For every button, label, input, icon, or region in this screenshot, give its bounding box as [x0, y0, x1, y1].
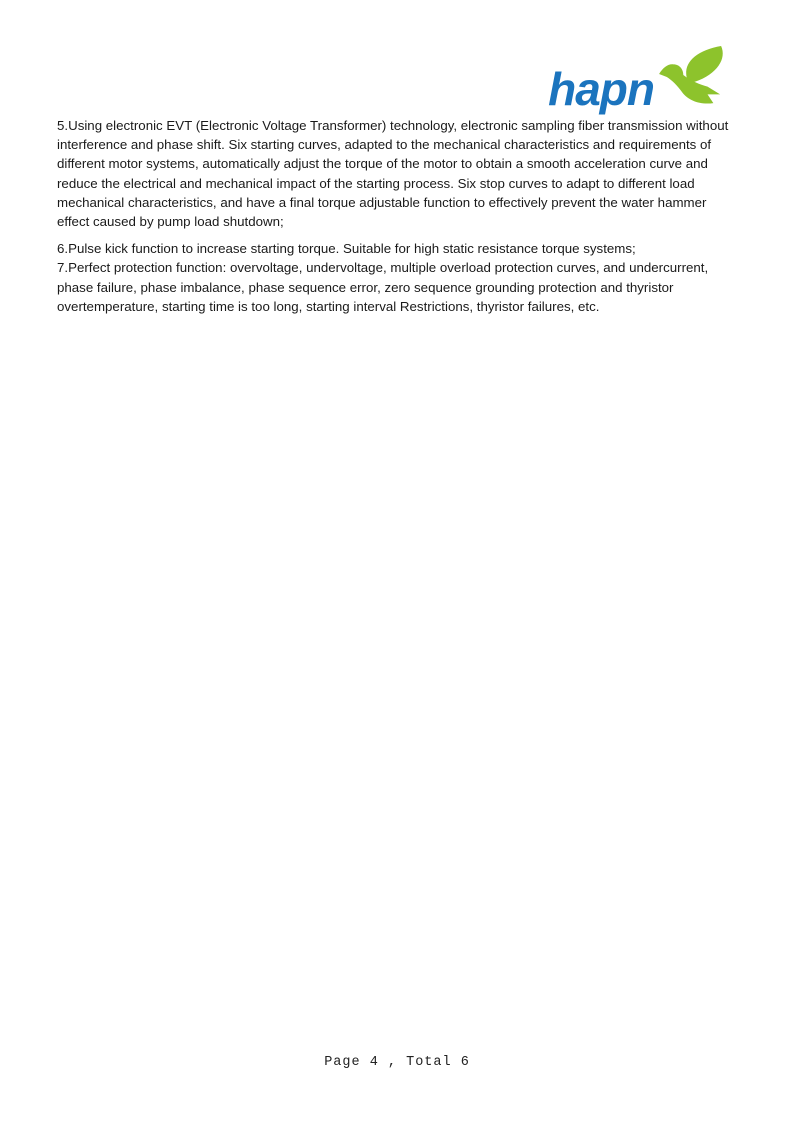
page-footer — [0, 1052, 794, 1070]
page-number: Page 4 , Total 6 — [324, 1055, 470, 1070]
paragraph-7: 7.Perfect protection function: overvoltage, undervoltage, multiple overload protection curves, and undercurrent, phase failure, phase imbalance, phase sequence error, zero sequence grounding protection and thyristor overtemperature, starting time is too long, starting interval Restrictions, thyristor failures, etc. — [57, 260, 709, 314]
paragraph-6: 6.Pulse kick function to increase starting torque. Suitable for high static resistance torque systems; — [57, 241, 636, 257]
logo-wordmark: hapn — [548, 63, 654, 115]
hapn-logo — [548, 42, 730, 115]
paragraph-5: 5.Using electronic EVT (Electronic Voltage Transformer) technology, electronic sampling fiber transmission without interference and phase shift. Six starting curves, adapted to the mechanical characteristics and requirements of different motor systems, automatically adjust the torque of the motor to obtain a smooth acceleration curve and reduce the electrical and mechanical impact of the starting process. Six stop curves to adapt to different load mechanical characteristics, and have a final torque adjustable function to effectively prevent the water hammer effect caused by pump load shutdown; — [57, 118, 729, 230]
body-text — [57, 116, 739, 316]
dove-icon — [656, 44, 730, 106]
